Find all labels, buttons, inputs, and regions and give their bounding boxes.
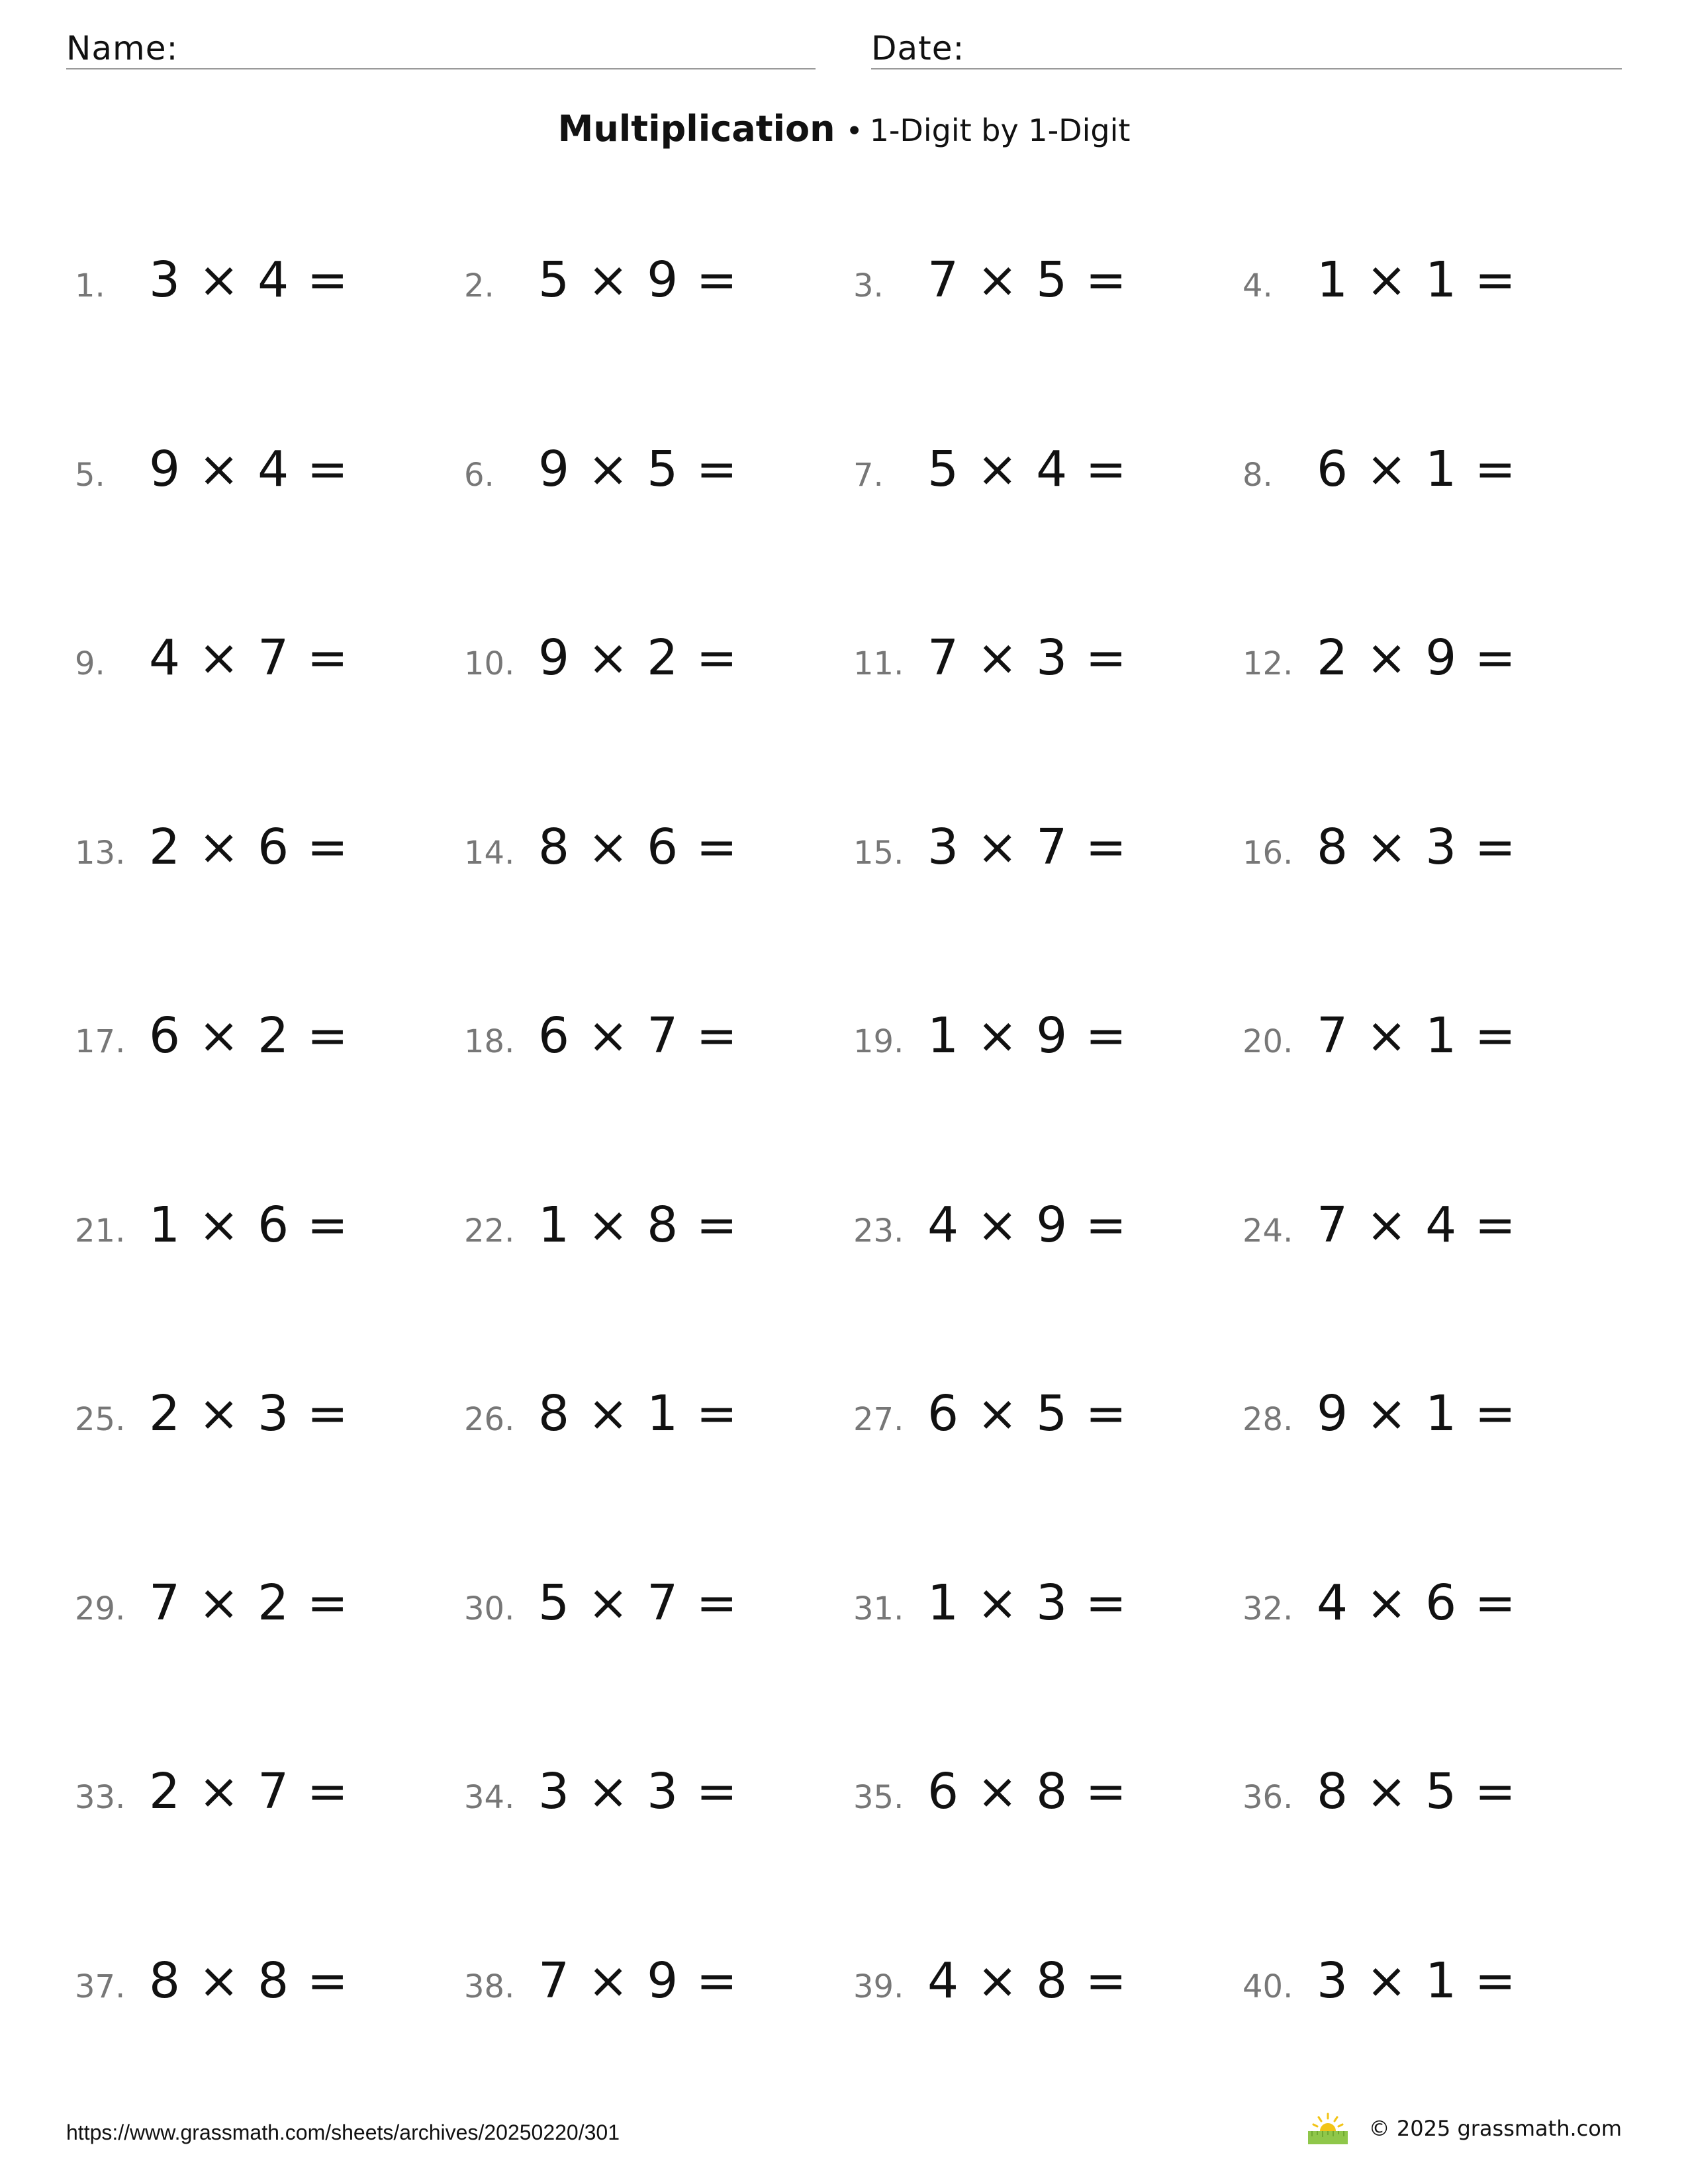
- problem-item: [1243, 441, 1632, 507]
- problem-number: 38.: [464, 1968, 515, 2005]
- problem-item: [853, 1197, 1243, 1263]
- problem-item: [464, 1385, 853, 1451]
- problem-expression: 6 × 5 =: [927, 1385, 1128, 1442]
- problem-expression: 1 × 9 =: [927, 1007, 1128, 1064]
- problem-item: [464, 1763, 853, 1829]
- problem-expression: 8 × 3 =: [1317, 818, 1517, 876]
- problem-item: [464, 819, 853, 885]
- problem-item: [1243, 1763, 1632, 1829]
- problem-number: 3.: [853, 267, 884, 304]
- problem-number: 11.: [853, 645, 904, 682]
- problem-item: [464, 1952, 853, 2019]
- problem-number: 29.: [75, 1590, 126, 1627]
- problem-expression: 5 × 7 =: [538, 1574, 739, 1631]
- problem-item: [464, 1197, 853, 1263]
- problem-expression: 7 × 2 =: [149, 1574, 350, 1631]
- name-label: Name:: [66, 29, 179, 68]
- problem-number: 15.: [853, 834, 904, 872]
- problem-expression: 3 × 1 =: [1317, 1952, 1517, 2009]
- problem-item: [1243, 629, 1632, 696]
- problem-number: 1.: [75, 267, 105, 304]
- problem-expression: 2 × 3 =: [149, 1385, 350, 1442]
- problem-number: 34.: [464, 1779, 515, 1816]
- problem-expression: 4 × 9 =: [927, 1196, 1128, 1253]
- problem-number: 8.: [1243, 456, 1273, 494]
- problem-expression: 6 × 2 =: [149, 1007, 350, 1064]
- problem-number: 19.: [853, 1023, 904, 1060]
- problem-number: 26.: [464, 1401, 515, 1438]
- problem-expression: 4 × 8 =: [927, 1952, 1128, 2009]
- problem-expression: 5 × 9 =: [538, 251, 739, 308]
- problem-expression: 4 × 6 =: [1317, 1574, 1517, 1631]
- problem-number: 17.: [75, 1023, 126, 1060]
- footer-branding: [1304, 2111, 1622, 2146]
- problem-expression: 7 × 1 =: [1317, 1007, 1517, 1064]
- problem-number: 35.: [853, 1779, 904, 1816]
- problem-item: [75, 819, 464, 885]
- title-main: Multiplication: [557, 108, 835, 150]
- footer-copyright: © 2025 grassmath.com: [1368, 2116, 1622, 2141]
- problem-number: 20.: [1243, 1023, 1293, 1060]
- problem-number: 23.: [853, 1212, 904, 1250]
- problem-number: 18.: [464, 1023, 515, 1060]
- problem-expression: 3 × 3 =: [538, 1763, 739, 1820]
- problem-item: [1243, 251, 1632, 318]
- logo-svg: [1304, 2111, 1352, 2146]
- name-field[interactable]: [66, 26, 816, 69]
- problem-number: 25.: [75, 1401, 126, 1438]
- problem-number: 6.: [464, 456, 494, 494]
- problem-item: [853, 1574, 1243, 1641]
- problem-number: 5.: [75, 456, 105, 494]
- problem-item: [75, 441, 464, 507]
- problem-item: [464, 441, 853, 507]
- problem-item: [75, 1952, 464, 2019]
- problem-number: 21.: [75, 1212, 126, 1250]
- date-field[interactable]: [871, 26, 1622, 69]
- problem-item: [853, 1007, 1243, 1073]
- problem-item: [1243, 1007, 1632, 1073]
- problem-item: [75, 1763, 464, 1829]
- problem-expression: 6 × 7 =: [538, 1007, 739, 1064]
- problem-number: 28.: [1243, 1401, 1293, 1438]
- problem-expression: 2 × 6 =: [149, 818, 350, 876]
- problem-expression: 8 × 8 =: [149, 1952, 350, 2009]
- problem-expression: 8 × 5 =: [1317, 1763, 1517, 1820]
- problem-grid: [75, 251, 1637, 2141]
- problem-expression: 1 × 1 =: [1317, 251, 1517, 308]
- problem-expression: 5 × 4 =: [927, 440, 1128, 498]
- problem-number: 16.: [1243, 834, 1293, 872]
- problem-item: [75, 1007, 464, 1073]
- problem-expression: 9 × 5 =: [538, 440, 739, 498]
- date-label: Date:: [871, 29, 965, 68]
- problem-number: 10.: [464, 645, 515, 682]
- problem-expression: 8 × 6 =: [538, 818, 739, 876]
- problem-expression: 8 × 1 =: [538, 1385, 739, 1442]
- problem-item: [853, 441, 1243, 507]
- problem-expression: 7 × 4 =: [1317, 1196, 1517, 1253]
- problem-expression: 9 × 4 =: [149, 440, 350, 498]
- problem-number: 39.: [853, 1968, 904, 2005]
- problem-number: 36.: [1243, 1779, 1293, 1816]
- problem-item: [1243, 1574, 1632, 1641]
- problem-number: 14.: [464, 834, 515, 872]
- problem-item: [75, 629, 464, 696]
- problem-expression: 4 × 7 =: [149, 629, 350, 686]
- problem-number: 24.: [1243, 1212, 1293, 1250]
- problem-item: [853, 629, 1243, 696]
- worksheet-header: [0, 26, 1688, 73]
- problem-expression: 3 × 7 =: [927, 818, 1128, 876]
- problem-item: [464, 1574, 853, 1641]
- problem-expression: 9 × 2 =: [538, 629, 739, 686]
- sun-over-grass-icon: [1304, 2111, 1352, 2146]
- problem-expression: 2 × 7 =: [149, 1763, 350, 1820]
- problem-item: [1243, 1197, 1632, 1263]
- problem-expression: 1 × 6 =: [149, 1196, 350, 1253]
- problem-item: [464, 629, 853, 696]
- problem-number: 32.: [1243, 1590, 1293, 1627]
- problem-item: [464, 251, 853, 318]
- problem-item: [1243, 819, 1632, 885]
- title-separator: •: [845, 114, 863, 148]
- problem-item: [75, 1385, 464, 1451]
- problem-number: 33.: [75, 1779, 126, 1816]
- problem-number: 2.: [464, 267, 494, 304]
- problem-number: 27.: [853, 1401, 904, 1438]
- problem-item: [75, 1197, 464, 1263]
- problem-expression: 7 × 5 =: [927, 251, 1128, 308]
- problem-number: 40.: [1243, 1968, 1293, 2005]
- problem-item: [853, 1763, 1243, 1829]
- problem-number: 22.: [464, 1212, 515, 1250]
- problem-item: [75, 251, 464, 318]
- problem-item: [853, 1385, 1243, 1451]
- problem-expression: 3 × 4 =: [149, 251, 350, 308]
- problem-item: [853, 819, 1243, 885]
- problem-expression: 7 × 9 =: [538, 1952, 739, 2009]
- problem-expression: 1 × 8 =: [538, 1196, 739, 1253]
- problem-number: 12.: [1243, 645, 1293, 682]
- footer-url: https://www.grassmath.com/sheets/archives/20250220/301: [66, 2120, 620, 2144]
- problem-expression: 9 × 1 =: [1317, 1385, 1517, 1442]
- title-subtitle: 1-Digit by 1-Digit: [869, 113, 1131, 148]
- problem-item: [853, 1952, 1243, 2019]
- problem-number: 13.: [75, 834, 126, 872]
- problem-expression: 2 × 9 =: [1317, 629, 1517, 686]
- problem-item: [1243, 1952, 1632, 2019]
- problem-number: 4.: [1243, 267, 1273, 304]
- problem-item: [464, 1007, 853, 1073]
- problem-expression: 1 × 3 =: [927, 1574, 1128, 1631]
- problem-item: [853, 251, 1243, 318]
- problem-number: 7.: [853, 456, 884, 494]
- problem-expression: 6 × 8 =: [927, 1763, 1128, 1820]
- problem-expression: 6 × 1 =: [1317, 440, 1517, 498]
- problem-number: 30.: [464, 1590, 515, 1627]
- worksheet-title: [0, 106, 1688, 161]
- problem-number: 31.: [853, 1590, 904, 1627]
- problem-expression: 7 × 3 =: [927, 629, 1128, 686]
- problem-number: 37.: [75, 1968, 126, 2005]
- problem-number: 9.: [75, 645, 105, 682]
- problem-item: [75, 1574, 464, 1641]
- problem-item: [1243, 1385, 1632, 1451]
